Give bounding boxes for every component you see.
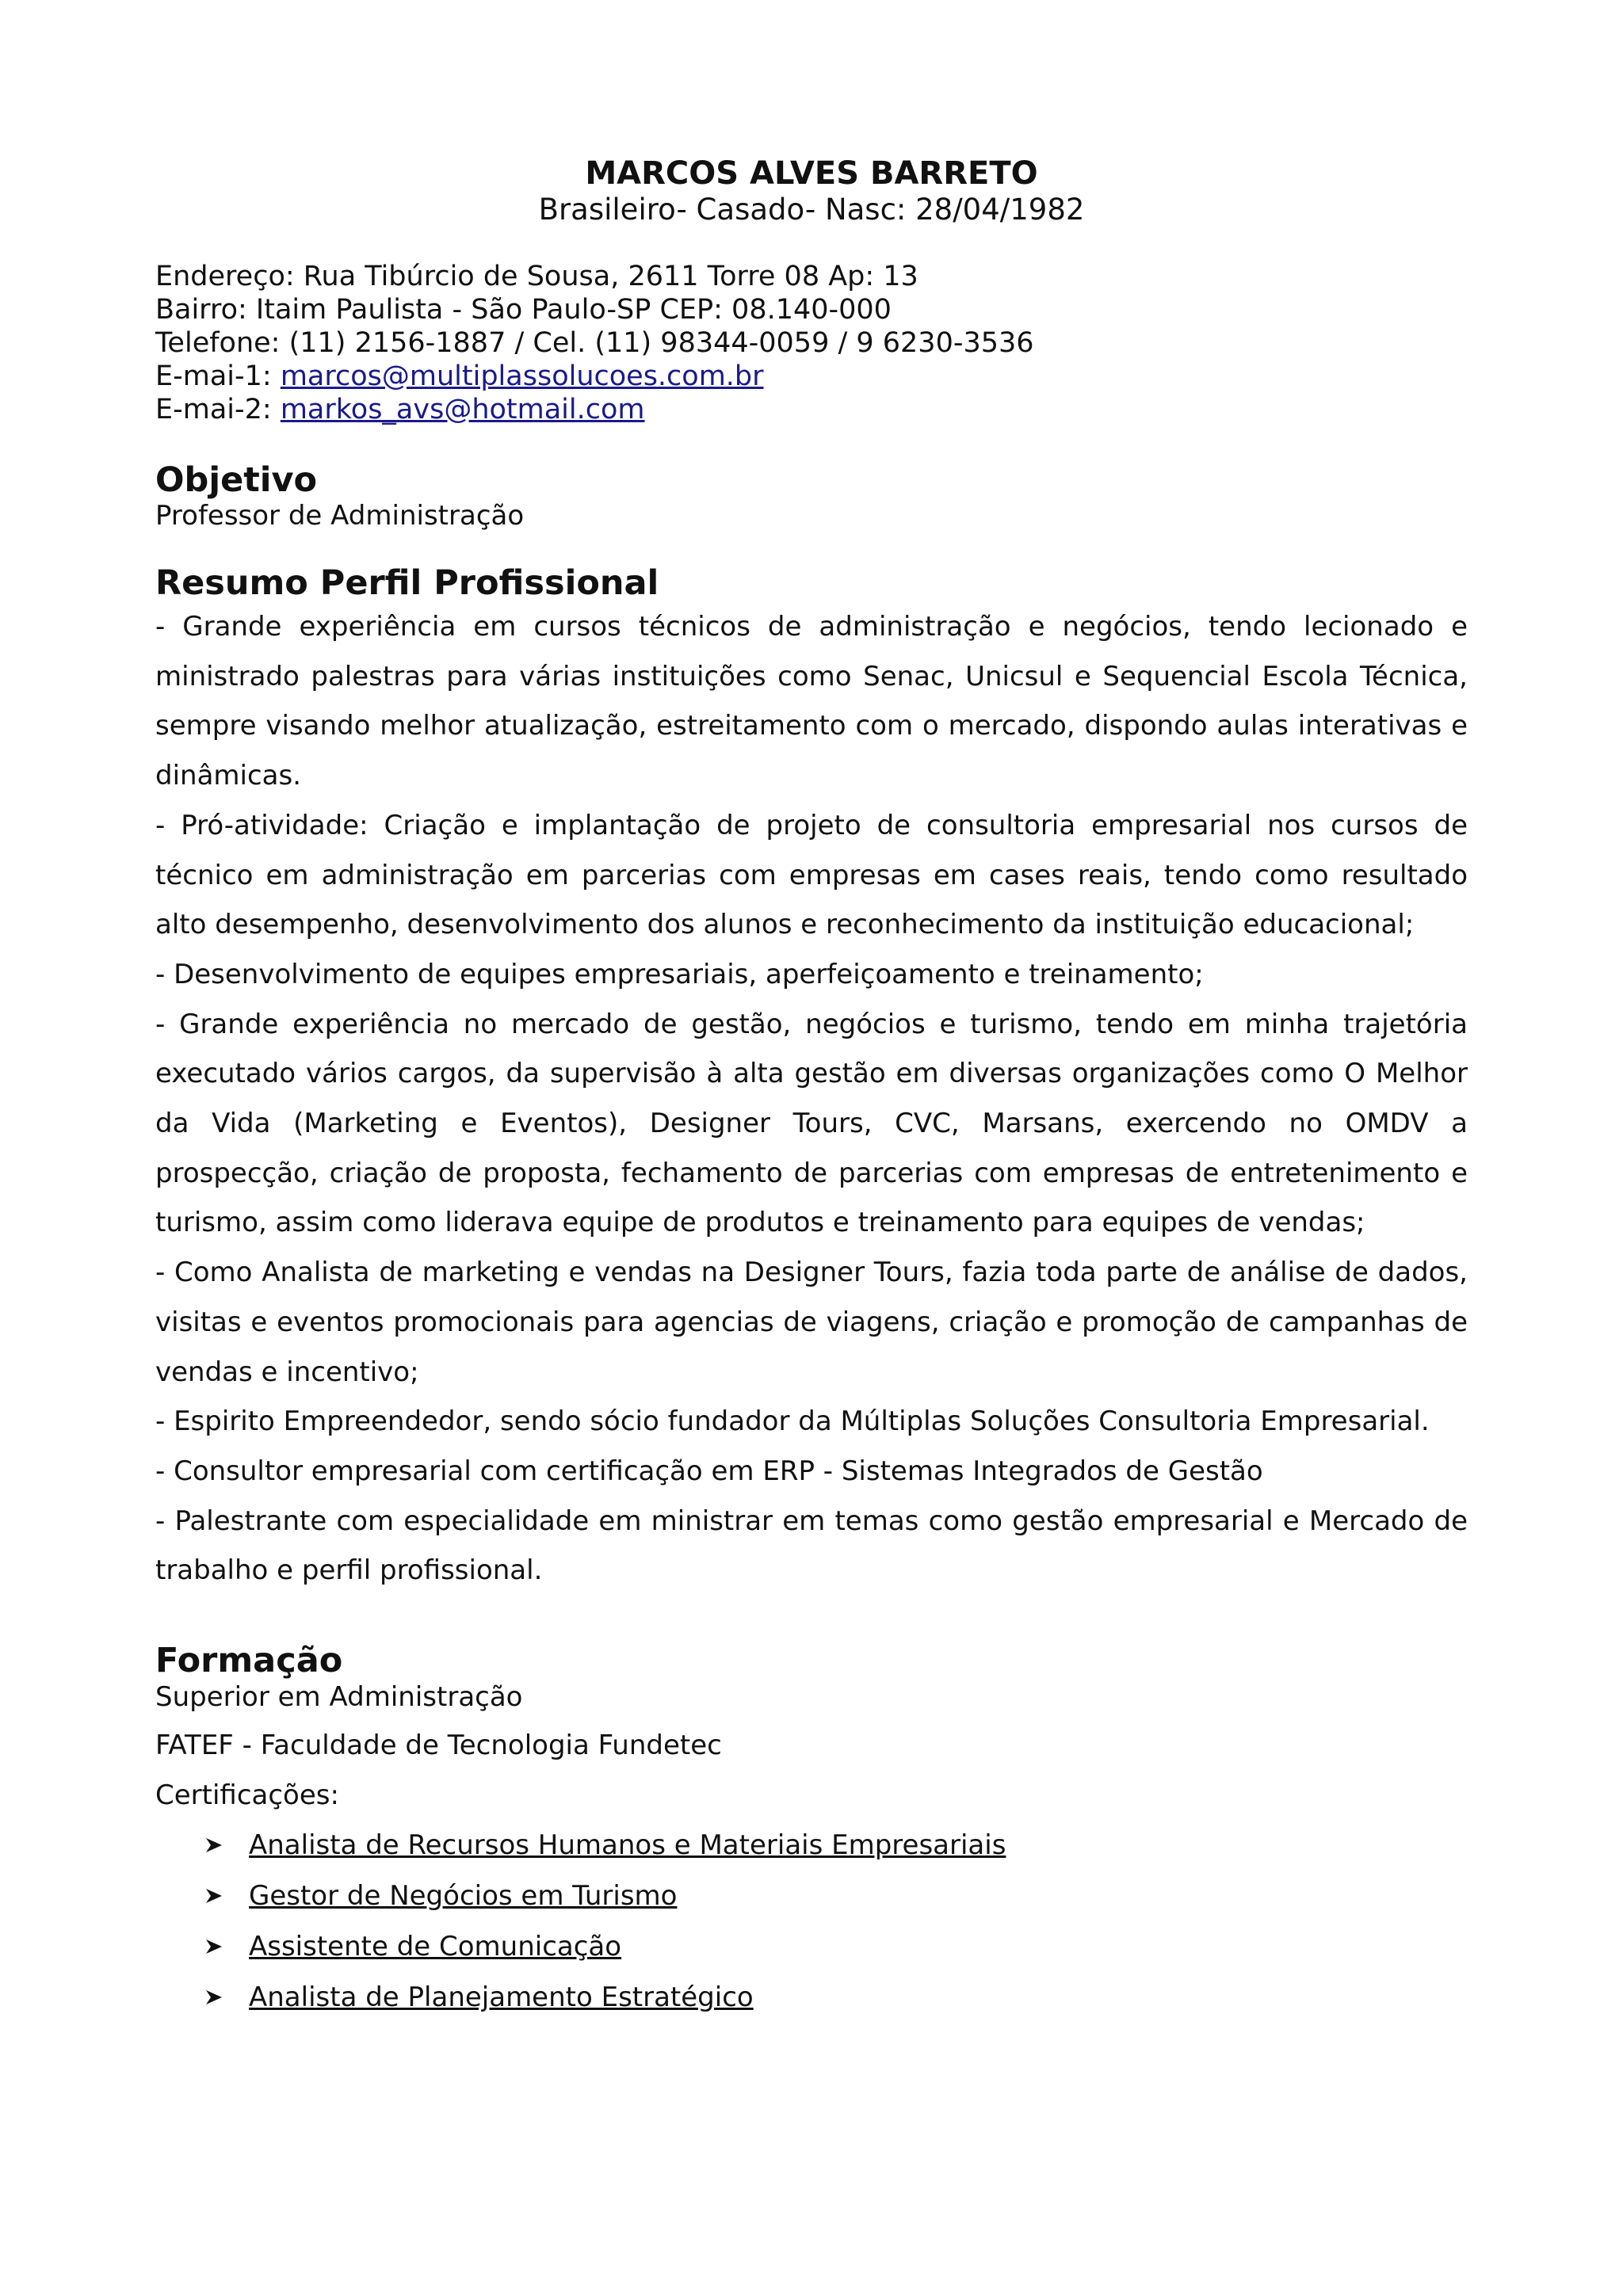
certifications-list	[155, 1820, 1468, 2023]
resume-header	[155, 155, 1468, 228]
email2-link[interactable]: markos_avs@hotmail.com	[280, 394, 645, 425]
certification-label: Analista de Recursos Humanos e Materiais Empresariais	[249, 1829, 1006, 1862]
arrow-bullet-icon	[204, 1886, 249, 1905]
resumo-heading: Resumo Perfil Profissional	[155, 563, 659, 603]
certification-label: Gestor de Negócios em Turismo	[249, 1880, 678, 1913]
resumo-item: - Pró-atividade: Criação e implantação de projeto de consultoria empresarial nos cursos de técnico em administração em parcerias com empresas em cases reais, tendo como resultado alto desempenho, desenvolvimento dos alunos e reconhecimento da instituição educacional;	[155, 809, 1468, 941]
email1-line	[155, 360, 1468, 393]
resumo-item: - Grande experiência em cursos técnicos de administração e negócios, tendo lecionado e ministrado palestras para várias instituições como Senac, Unicsul e Sequencial Escola Técnica, sempre visando melhor atualização, estreitamento com o mercado, dispondo aulas interativas e dinâmicas.	[155, 611, 1468, 792]
objetivo-heading: Objetivo	[155, 460, 318, 500]
certification-item	[204, 1820, 1468, 1871]
candidate-name: MARCOS ALVES BARRETO	[585, 155, 1038, 192]
resumo-item: - Consultor empresarial com certificação em ERP - Sistemas Integrados de Gestão	[155, 1455, 1263, 1487]
institution-text: FATEF - Faculdade de Tecnologia Fundetec	[155, 1730, 722, 1762]
certification-item	[204, 1972, 1468, 2023]
degree-text: Superior em Administração	[155, 1681, 523, 1714]
email2-label: E-mai-2:	[155, 394, 281, 425]
resumo-item: - Palestrante com especialidade em ministrar em temas como gestão empresarial e Mercado de trabalho e perfil profissional.	[155, 1505, 1468, 1587]
resume-page	[155, 155, 1468, 2023]
objetivo-section	[155, 461, 1468, 532]
certification-item	[204, 1921, 1468, 1972]
certification-label: Analista de Planejamento Estratégico	[249, 1981, 754, 2014]
email2-line	[155, 393, 1468, 426]
formacao-heading: Formação	[155, 1641, 343, 1681]
resumo-list	[155, 602, 1468, 1596]
certification-label: Assistente de Comunicação	[249, 1931, 622, 1963]
certifications-label: Certificações:	[155, 1779, 339, 1811]
contact-block	[155, 260, 1468, 426]
phone-line: Telefone: (11) 2156-1887 / Cel. (11) 98344-0059 / 9 6230-3536	[155, 327, 1034, 359]
district-line: Bairro: Itaim Paulista - São Paulo-SP CEP: 08.140-000	[155, 294, 892, 326]
objetivo-text: Professor de Administração	[155, 500, 525, 532]
formacao-section	[155, 1642, 1468, 2023]
email1-label: E-mai-1:	[155, 360, 281, 392]
arrow-bullet-icon	[204, 1836, 249, 1855]
candidate-subtitle: Brasileiro- Casado- Nasc: 28/04/1982	[538, 193, 1085, 227]
resumo-item: - Como Analista de marketing e vendas na Designer Tours, fazia toda parte de análise de dados, visitas e eventos promocionais para agencias de viagens, criação e promoção de campanhas de vendas e incentivo;	[155, 1257, 1468, 1388]
certification-item	[204, 1871, 1468, 1921]
resumo-item: - Grande experiência no mercado de gestão, negócios e turismo, tendo em minha trajetória executado vários cargos, da supervisão à alta gestão em diversas organizações como O Melhor da Vida (Marketing e Eventos), Designer Tours, CVC, Marsans, exercendo no OMDV a prospecção, criação de proposta, fechamento de parcerias com empresas de entretenimento e turismo, assim como liderava equipe de produtos e treinamento para equipes de vendas;	[155, 1008, 1468, 1239]
resumo-section	[155, 564, 1468, 1596]
arrow-bullet-icon	[204, 1937, 249, 1956]
resumo-item: - Desenvolvimento de equipes empresariais, aperfeiçoamento e treinamento;	[155, 958, 1204, 990]
resumo-item: - Espirito Empreendedor, sendo sócio fundador da Múltiplas Soluções Consultoria Empresarial.	[155, 1405, 1430, 1438]
formacao-details	[155, 1680, 1468, 1820]
email1-link[interactable]: marcos@multiplassolucoes.com.br	[280, 360, 764, 392]
arrow-bullet-icon	[204, 1988, 249, 2007]
address-line: Endereço: Rua Tibúrcio de Sousa, 2611 Torre 08 Ap: 13	[155, 261, 918, 292]
